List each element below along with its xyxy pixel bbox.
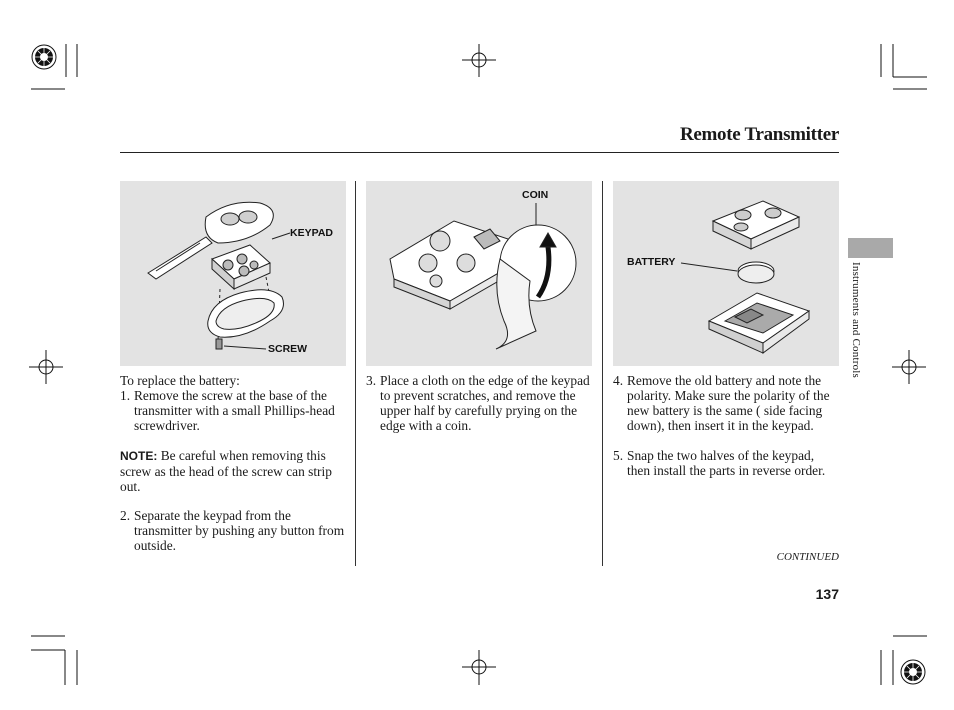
column-3-text	[613, 373, 839, 478]
step-1-text: Remove the screw at the base of the transmitter with a small Phillips-head screwdriver.	[134, 388, 335, 433]
column-divider-1	[355, 181, 356, 566]
step-3	[366, 373, 592, 433]
continued-label: CONTINUED	[776, 551, 839, 563]
step-2	[120, 508, 346, 553]
label-keypad: KEYPAD	[290, 227, 333, 239]
registration-starburst-top	[32, 45, 56, 69]
step-4	[613, 373, 839, 433]
battery-replacement-illustration	[613, 181, 839, 366]
step-2-number: 2.	[120, 508, 131, 523]
note-paragraph	[120, 448, 346, 494]
section-tab-marker	[848, 238, 893, 258]
step-5-number: 5.	[613, 448, 624, 463]
step-3-number: 3.	[366, 373, 377, 388]
note-label: NOTE:	[120, 449, 158, 463]
label-screw: SCREW	[268, 343, 308, 355]
figure-coin-pry	[366, 181, 592, 366]
remote-disassembly-illustration	[120, 181, 346, 366]
column-2-text	[366, 373, 592, 433]
title-rule	[120, 152, 839, 153]
step-1	[120, 388, 346, 433]
label-battery: BATTERY	[627, 256, 676, 268]
step-4-number: 4.	[613, 373, 624, 388]
coin-pry-illustration	[366, 181, 592, 366]
figure-keypad-screw	[120, 181, 346, 366]
section-label: Instruments and Controls	[850, 262, 862, 379]
label-coin: COIN	[522, 189, 549, 201]
intro-text: To replace the battery:	[120, 373, 240, 388]
step-3-text: Place a cloth on the edge of the keypad to prevent scratches, and remove the upper half by carefully prying on the edge with a coin.	[380, 373, 590, 433]
page-number: 137	[815, 586, 839, 602]
step-1-number: 1.	[120, 388, 131, 403]
step-5-text: Snap the two halves of the keypad, then install the parts in reverse order.	[627, 448, 826, 478]
column-divider-2	[602, 181, 603, 566]
note-text: Be careful when removing this screw as the head of the screw can strip out.	[120, 448, 332, 494]
column-1-text	[120, 373, 346, 553]
step-4-text: Remove the old battery and note the polarity. Make sure the polarity of the new battery is the same ( side facing down), then insert it in the keypad.	[627, 373, 830, 433]
page-title: Remote Transmitter	[679, 124, 839, 145]
step-5	[613, 448, 839, 478]
figure-battery	[613, 181, 839, 366]
step-2-text: Separate the keypad from the transmitter by pushing any button from outside.	[134, 508, 345, 553]
registration-starburst-bottom	[901, 660, 925, 684]
